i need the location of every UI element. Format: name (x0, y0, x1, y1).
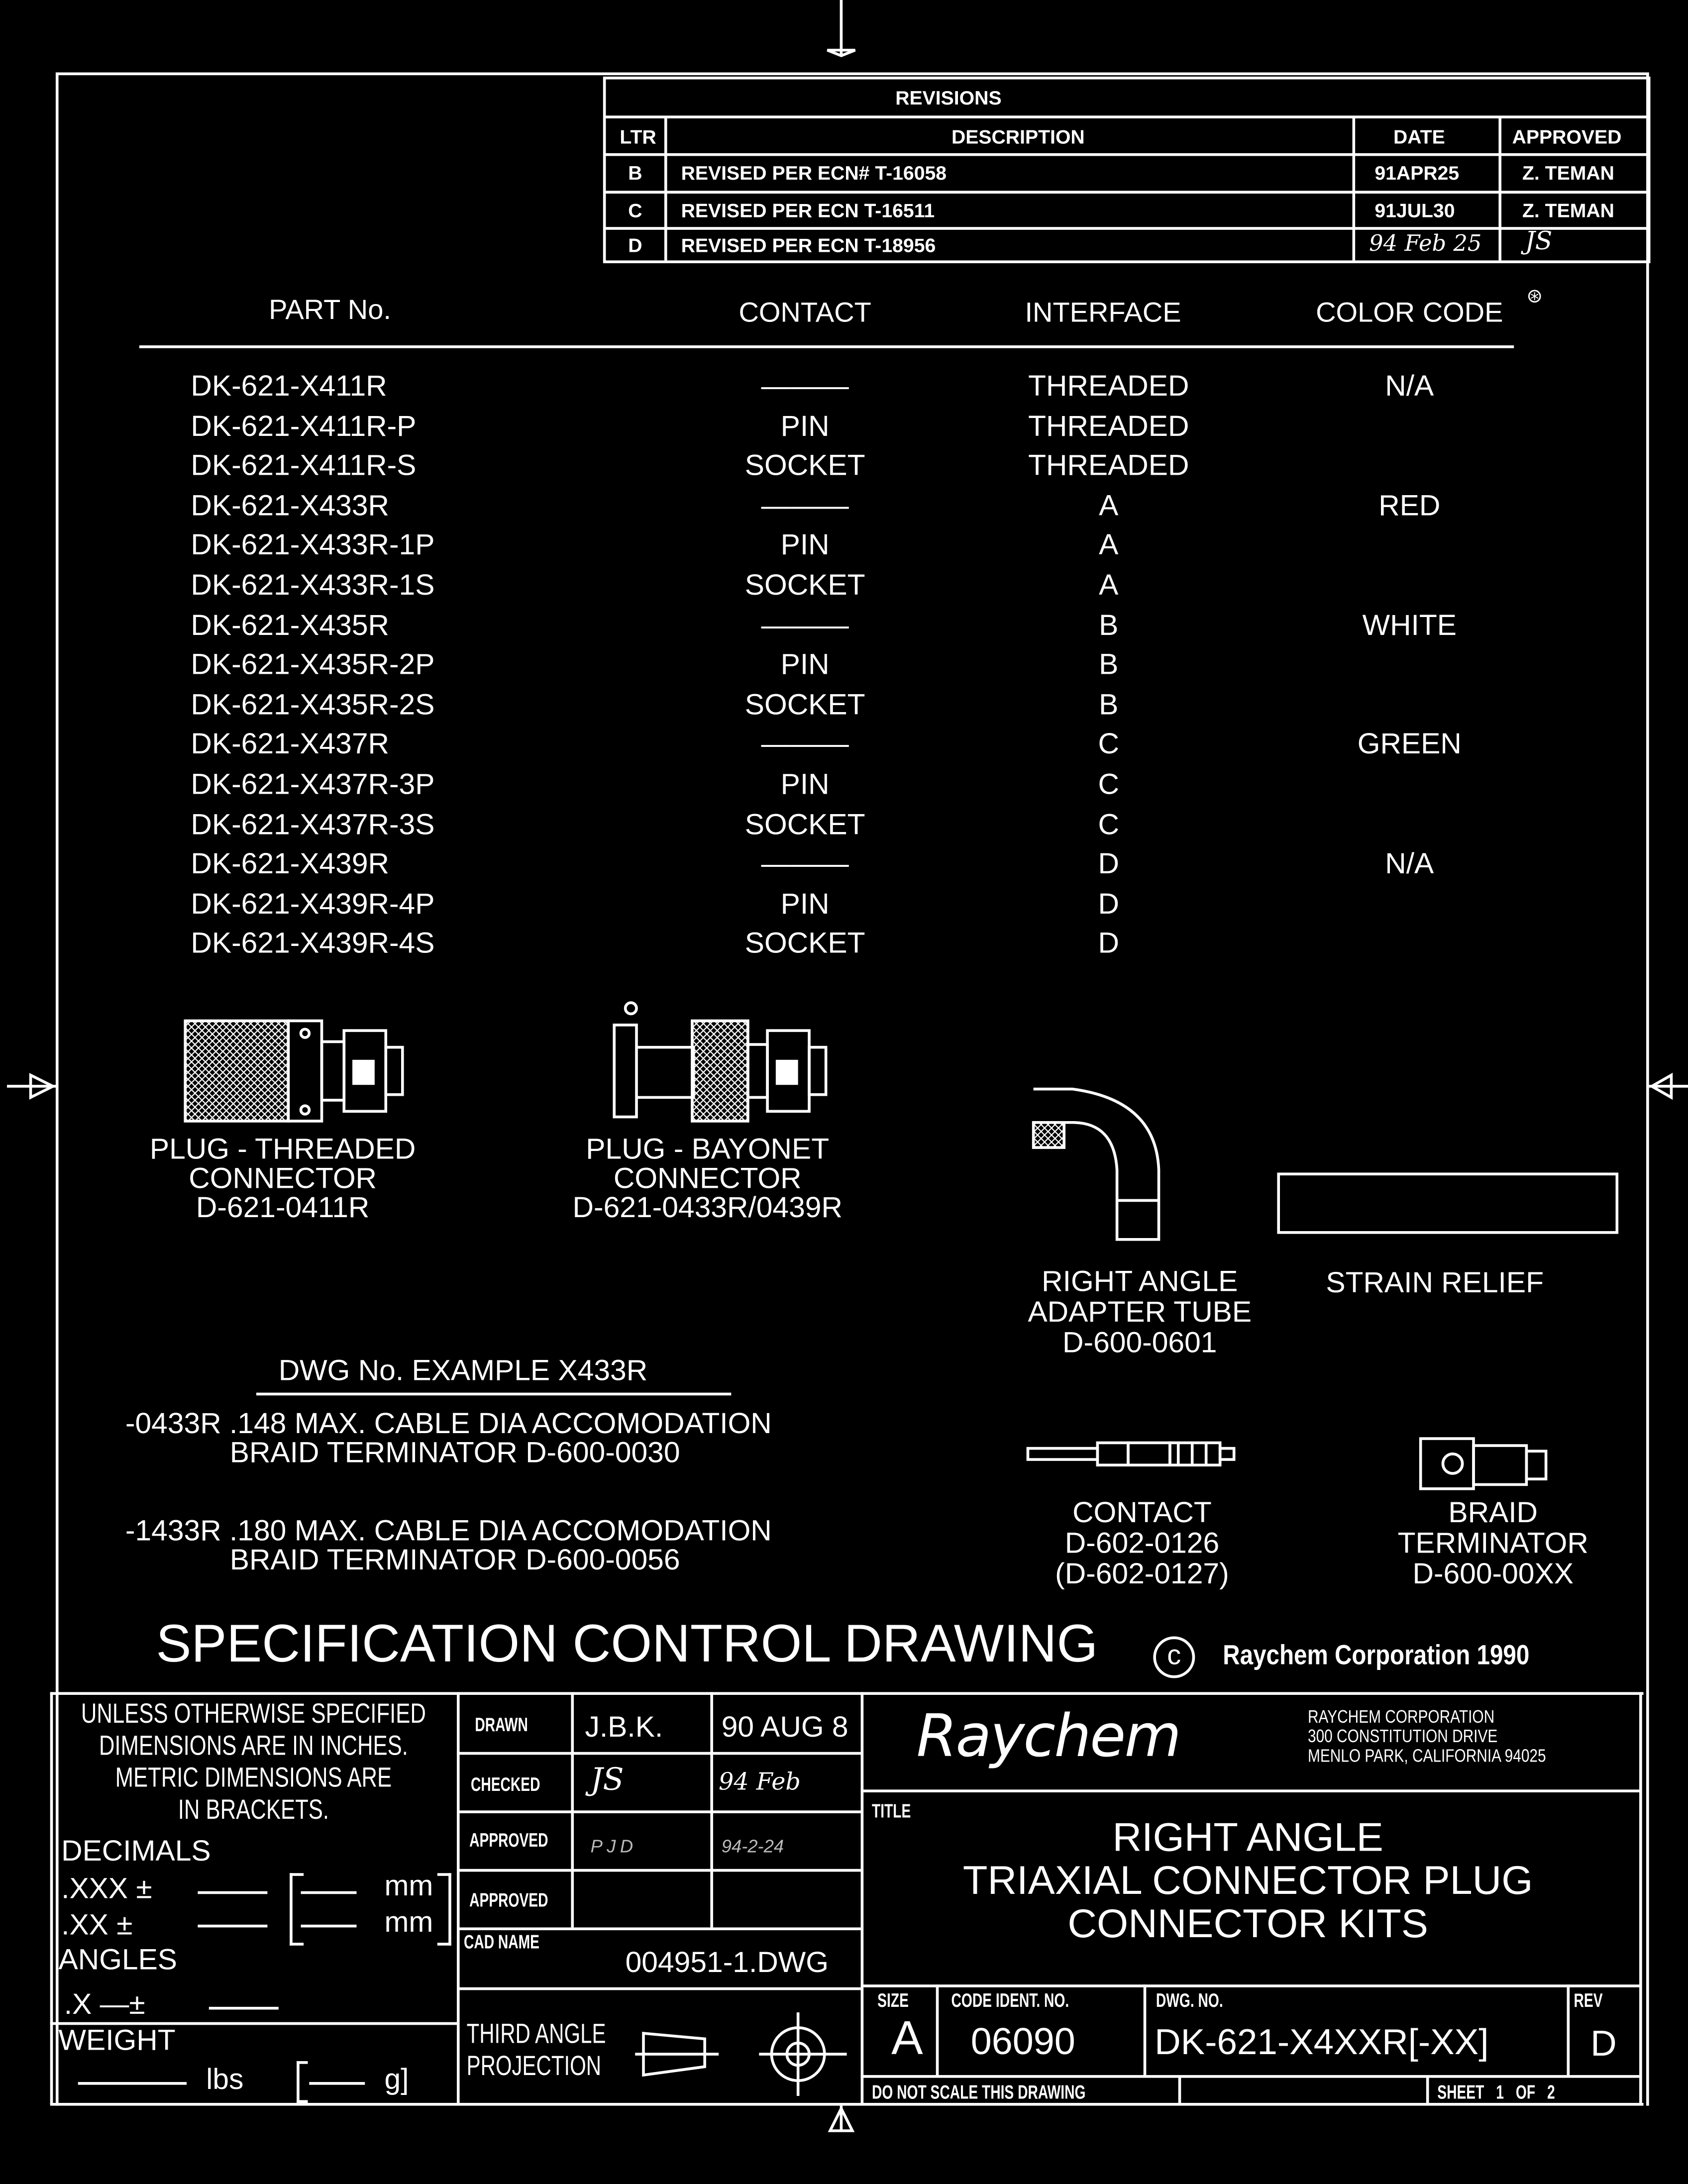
g-unit: g] (384, 2064, 409, 2096)
rev-date: 91APR25 (1374, 161, 1460, 184)
part-contact: SOCKET (744, 569, 865, 602)
tol-angle-label: .X —± (64, 1988, 145, 2021)
part-number: DK-621-X437R-3S (191, 808, 435, 841)
col-date: DATE (1393, 125, 1445, 148)
rev-date: 91JUL30 (1374, 199, 1455, 221)
size-value: A (891, 2012, 923, 2066)
note-flag-icon: ⊛ (1526, 284, 1543, 307)
rev-value: D (1590, 2022, 1617, 2064)
dwg-no-label: DWG. NO. (1156, 1988, 1223, 2011)
code-ident-value: 06090 (970, 2020, 1075, 2063)
rev-ltr: D (628, 234, 642, 256)
plug-bayonet-label: PLUG - BAYONET CONNECTOR D-621-0433R/0439R (572, 1134, 843, 1225)
part-number: DK-621-X435R (191, 609, 389, 642)
part-interface: THREADED (1028, 370, 1189, 403)
braid-terminator-label: BRAID TERMINATOR D-600-00XX (1397, 1497, 1588, 1591)
code-ident-label: CODE IDENT. NO. (951, 1988, 1069, 2011)
rev-desc: REVISED PER ECN# T-16058 (681, 161, 947, 184)
part-interface: D (1098, 928, 1119, 960)
revisions-title: REVISIONS (895, 86, 1002, 109)
checked-date: 94 Feb (719, 1768, 801, 1797)
part-contact: SOCKET (744, 808, 865, 841)
size-label: SIZE (877, 1988, 909, 2011)
dwg-no-value: DK-621-X4XXR[-XX] (1155, 2020, 1489, 2063)
part-number: DK-621-X435R-2S (191, 689, 435, 722)
rev-ltr: C (628, 199, 642, 221)
rev-date-handwritten: 94 Feb 25 (1369, 229, 1482, 256)
mm-unit: mm (384, 1870, 433, 1903)
rev-ltr: B (628, 161, 642, 184)
rev-desc: REVISED PER ECN T-16511 (681, 199, 935, 221)
part-contact: ——— (761, 728, 849, 761)
col-interface: INTERFACE (1025, 298, 1181, 329)
approved-by: PJD (590, 1835, 637, 1857)
part-interface: B (1099, 609, 1119, 642)
drawing-title: RIGHT ANGLE TRIAXIAL CONNECTOR PLUG CONNECTOR KITS (962, 1816, 1533, 1947)
part-number: DK-621-X437R-3P (191, 768, 435, 801)
part-interface: B (1099, 649, 1119, 682)
col-color-code: COLOR CODE (1316, 298, 1503, 329)
lbs-unit: lbs (206, 2064, 244, 2096)
part-interface: C (1098, 728, 1119, 761)
part-interface: A (1099, 490, 1119, 522)
part-color-code: N/A (1385, 848, 1434, 881)
spec-control-title: SPECIFICATION CONTROL DRAWING (156, 1615, 1098, 1674)
part-number: DK-621-X439R-4P (191, 888, 435, 921)
rev-approved-initials: JS (1525, 227, 1553, 256)
col-description: DESCRIPTION (951, 125, 1085, 148)
approved2-label: APPROVED (469, 1888, 548, 1911)
dwg-example-line: -1433R .180 MAX. CABLE DIA ACCOMODATION (125, 1515, 772, 1548)
part-interface: B (1099, 689, 1119, 722)
part-contact: ——— (761, 490, 849, 522)
part-number: DK-621-X433R-1S (191, 569, 435, 602)
projection-label: THIRD ANGLE PROJECTION (466, 2019, 606, 2082)
part-number: DK-621-X411R (191, 370, 387, 403)
part-contact: SOCKET (744, 450, 865, 482)
checked-label: CHECKED (470, 1772, 540, 1795)
col-ltr: LTR (620, 125, 656, 148)
part-interface: THREADED (1028, 450, 1189, 482)
part-number: DK-621-X439R (191, 848, 389, 881)
mm-unit: mm (384, 1906, 433, 1939)
part-number: DK-621-X435R-2P (191, 649, 435, 682)
plug-threaded-label: PLUG - THREADED CONNECTOR D-621-0411R (149, 1134, 416, 1225)
part-contact: ——— (761, 609, 849, 642)
approved-date: 94-2-24 (721, 1835, 784, 1857)
part-color-code: WHITE (1362, 609, 1457, 642)
rev-label: REV (1574, 1988, 1603, 2011)
drawn-label: DRAWN (475, 1713, 528, 1736)
approved-label: APPROVED (469, 1828, 548, 1851)
units-note: UNLESS OTHERWISE SPECIFIED DIMENSIONS ARE IN INCHES. METRIC DIMENSIONS ARE IN BRACKETS. (81, 1699, 426, 1826)
copyright-icon: c (1153, 1636, 1195, 1678)
adapter-tube-label: RIGHT ANGLE ADAPTER TUBE D-600-0601 (1028, 1266, 1252, 1359)
part-interface: C (1098, 768, 1119, 801)
part-contact: PIN (780, 888, 830, 921)
col-part-no: PART No. (269, 295, 391, 326)
drawn-by: J.B.K. (585, 1711, 663, 1744)
col-approved: APPROVED (1512, 125, 1622, 148)
part-contact: ——— (761, 370, 849, 403)
part-interface: THREADED (1028, 410, 1189, 442)
angles-label: ANGLES (58, 1944, 178, 1976)
part-contact: PIN (780, 529, 830, 562)
cad-name: 004951-1.DWG (625, 1947, 829, 1979)
cad-name-label: CAD NAME (463, 1930, 540, 1953)
col-contact: CONTACT (738, 298, 871, 329)
contact-label: CONTACT D-602-0126 (D-602-0127) (1055, 1497, 1229, 1591)
strain-relief-label: STRAIN RELIEF (1326, 1267, 1544, 1300)
sheet-number: SHEET 1 OF 2 (1437, 2080, 1555, 2103)
part-contact: PIN (780, 768, 830, 801)
part-number: DK-621-X411R-P (191, 410, 417, 442)
dwg-example-title: DWG No. EXAMPLE X433R (278, 1355, 648, 1387)
part-contact: PIN (780, 410, 830, 442)
drawn-date: 90 AUG 8 (721, 1711, 848, 1744)
part-interface: A (1099, 569, 1119, 602)
rev-approved: Z. TEMAN (1522, 199, 1614, 221)
part-contact: SOCKET (744, 928, 865, 960)
tol-xx-label: .XX ± (61, 1909, 133, 1942)
part-number: DK-621-X437R (191, 728, 389, 761)
weight-label: WEIGHT (58, 2025, 176, 2057)
part-number: DK-621-X439R-4S (191, 928, 435, 960)
dwg-example-line: BRAID TERMINATOR D-600-0056 (229, 1544, 680, 1577)
part-number: DK-621-X433R (191, 490, 389, 522)
part-interface: A (1099, 529, 1119, 562)
dwg-example-line: BRAID TERMINATOR D-600-0030 (229, 1437, 680, 1469)
part-interface: C (1098, 808, 1119, 841)
title-label: TITLE (871, 1799, 911, 1822)
tol-xxx-label: .XXX ± (61, 1873, 152, 1905)
part-color-code: RED (1378, 490, 1441, 522)
part-contact: ——— (761, 848, 849, 881)
part-contact: PIN (780, 649, 830, 682)
part-interface: D (1098, 848, 1119, 881)
part-number: DK-621-X433R-1P (191, 529, 435, 562)
company-address: RAYCHEM CORPORATION 300 CONSTITUTION DRIVE MENLO PARK, CALIFORNIA 94025 (1307, 1706, 1546, 1766)
decimals-label: DECIMALS (61, 1835, 211, 1868)
part-interface: D (1098, 888, 1119, 921)
part-number: DK-621-X411R-S (191, 450, 417, 482)
part-contact: SOCKET (744, 689, 865, 722)
raychem-logo: Raychem (916, 1702, 1180, 1770)
rev-desc: REVISED PER ECN T-18956 (681, 234, 936, 256)
do-not-scale-note: DO NOT SCALE THIS DRAWING (871, 2080, 1086, 2103)
part-color-code: GREEN (1357, 728, 1462, 761)
rev-approved: Z. TEMAN (1522, 161, 1614, 184)
part-color-code: N/A (1385, 370, 1434, 403)
checked-by-signature: JS (590, 1763, 624, 1798)
copyright-text: Raychem Corporation 1990 (1223, 1640, 1530, 1671)
dwg-example-line: -0433R .148 MAX. CABLE DIA ACCOMODATION (125, 1408, 772, 1440)
